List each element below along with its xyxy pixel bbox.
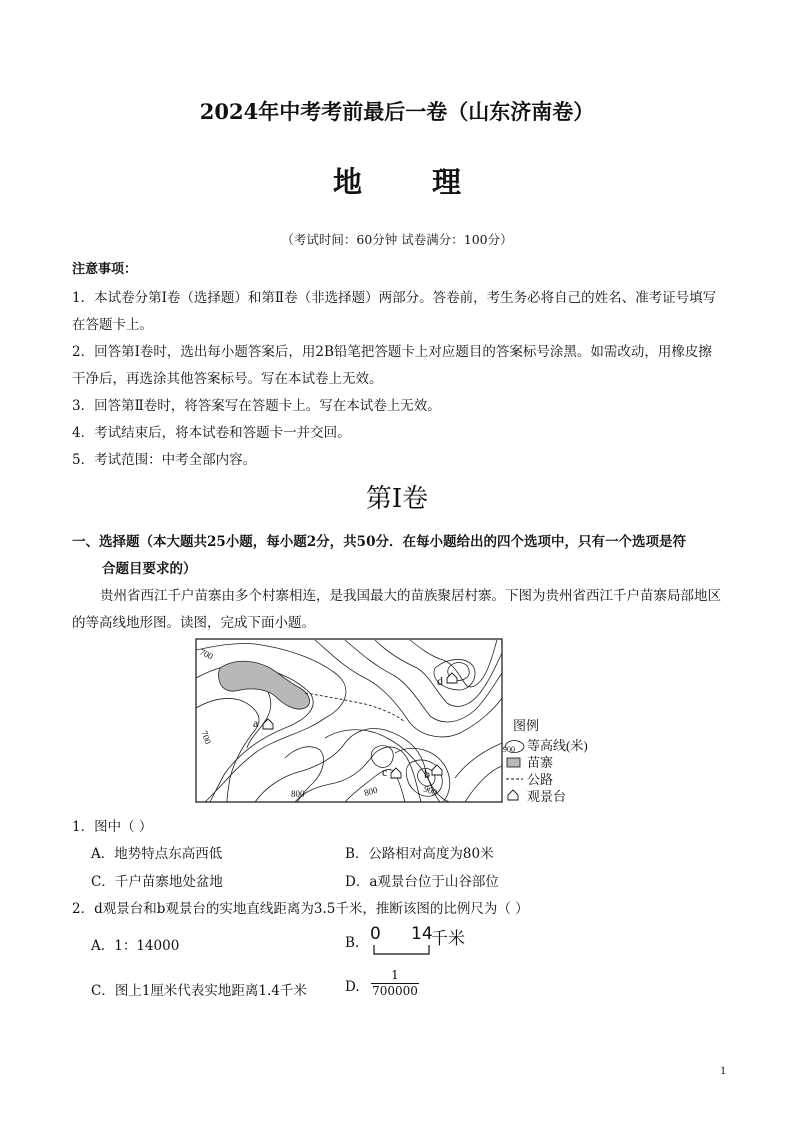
label-a: a [253, 716, 259, 730]
section-line-2: 合题目要求的） [102, 561, 197, 577]
contour-label-700-top: 700 [198, 646, 215, 662]
scale-bar-zero: 0 [370, 924, 381, 944]
legend-village-swatch [507, 758, 520, 767]
scale-bar-unit: 千米 [431, 929, 465, 949]
contour-label-900: 900 [422, 783, 439, 798]
notice-heading: 注意事项： [72, 262, 138, 277]
notice-item: 4．考试结束后，将本试卷和答题卡一并交回。 [72, 425, 351, 441]
map-legend [503, 718, 588, 804]
q2-option-d[interactable] [345, 968, 435, 1004]
q1-option-c[interactable]: C．千户苗寨地处盆地 [91, 874, 223, 890]
contour-map [195, 638, 605, 808]
q2-option-c[interactable]: C．图上1厘米代表实地距离1.4千米 [91, 983, 307, 999]
notice-item: 2．回答第Ⅰ卷时，选出每小题答案后，用2B铅笔把答题卡上对应题目的答案标号涂黑。如需改动，用橡皮擦干净后，再选涂其他答案标号。写在本试卷上无效。 [72, 344, 712, 387]
legend-title: 图例 [513, 718, 540, 733]
fraction-scale [371, 968, 419, 999]
question-intro: 贵州省西江千户苗寨由多个村寨相连，是我国最大的苗族聚居村寨。下图为贵州省西江千户苗寨局部地区的等高线地形图。读图，完成下面小题。 [72, 588, 721, 631]
notice-item: 3．回答第Ⅱ卷时，将答案写在答题卡上。写在本试卷上无效。 [72, 398, 441, 414]
contour-label-800-b: 800 [362, 784, 379, 798]
contour-label-800-a: 800 [291, 789, 305, 799]
scale-bar-value: 14 [411, 924, 433, 944]
label-d: d [437, 674, 443, 688]
fraction-denominator: 700000 [372, 984, 418, 998]
section-heading [72, 529, 722, 583]
exam-info: （考试时间：60分钟 试卷满分：100分） [281, 232, 513, 247]
q2-option-b-prefix: B. [345, 935, 360, 951]
fraction-numerator: 1 [391, 968, 399, 982]
notice-item: 5．考试范围：中考全部内容。 [72, 452, 257, 468]
section-line-1: 一、选择题（本大题共25小题，每小题2分，共50分．在每小题给出的四个选项中，只有一个选项是符 [72, 534, 686, 550]
notice-item: 1．本试卷分第Ⅰ卷（选择题）和第Ⅱ卷（非选择题）两部分。答卷前，考生务必将自己的姓名、准考证号填写在答题卡上。 [72, 290, 717, 333]
exam-title: 2024年中考考前最后一卷（山东济南卷） [199, 99, 595, 124]
legend-village-label: 苗寨 [527, 755, 554, 770]
label-c: c [382, 765, 388, 779]
q2-option-d-prefix: D. [345, 979, 360, 995]
question-1-stem: 1．图中（ ） [72, 819, 153, 835]
subject-title: 地 理 [332, 165, 492, 199]
legend-contour-label: 等高线(米) [527, 738, 588, 753]
q2-option-a[interactable]: A．1：14000 [91, 938, 180, 954]
q1-option-b[interactable]: B．公路相对高度为80米 [345, 846, 494, 862]
volume-title: 第Ⅰ卷 [365, 484, 429, 514]
legend-observatory-label: 观景台 [527, 789, 567, 804]
label-b: b [424, 767, 430, 781]
legend-road-label: 公路 [527, 772, 554, 787]
contour-label-700-left: 700 [199, 729, 214, 746]
scale-bar-line [373, 944, 431, 958]
q1-option-a[interactable]: A．地势特点东高西低 [91, 846, 223, 862]
legend-contour-value: 900 [503, 745, 515, 754]
page-number: 1 [720, 1063, 726, 1077]
question-2-stem: 2．d观景台和b观景台的实地直线距离为3.5千米，推断该图的比例尺为（ ） [72, 901, 529, 917]
q2-option-b[interactable] [345, 924, 485, 960]
q1-option-d[interactable]: D．a观景台位于山谷部位 [345, 874, 499, 890]
legend-observatory-icon [508, 790, 518, 800]
